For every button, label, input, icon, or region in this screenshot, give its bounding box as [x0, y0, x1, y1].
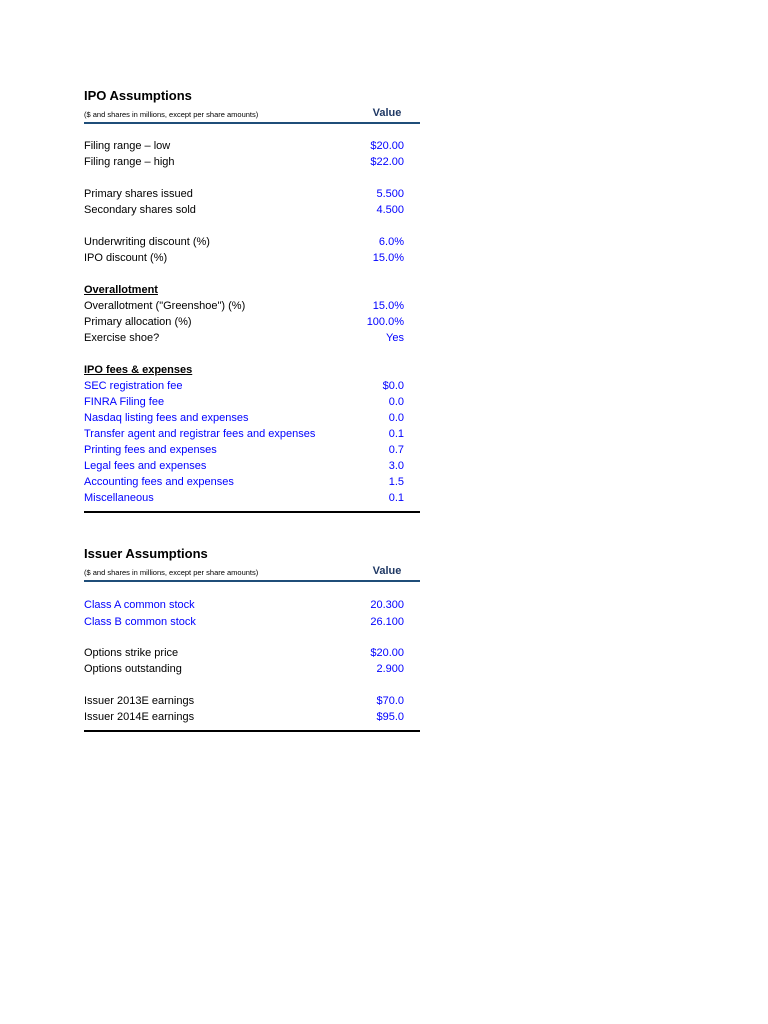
row-label: Issuer 2013E earnings	[84, 695, 195, 707]
overallotment-heading: Overallotment	[84, 284, 158, 296]
issuer-header-rule	[84, 580, 420, 582]
row-label: Class B common stock	[84, 616, 196, 628]
ipo-assumptions-section	[84, 86, 420, 516]
table-row	[84, 410, 420, 426]
row-value: 0.0	[388, 396, 404, 408]
row-label: Primary allocation (%)	[84, 316, 192, 328]
table-row	[84, 709, 420, 725]
table-row	[84, 314, 420, 330]
fees-heading: IPO fees & expenses	[84, 364, 193, 376]
row-label: Options outstanding	[84, 663, 182, 675]
row-value: 0.1	[388, 428, 404, 440]
row-value: 20.300	[370, 599, 404, 611]
table-row	[84, 458, 420, 474]
row-label: Issuer 2014E earnings	[84, 711, 195, 723]
table-row	[84, 645, 420, 661]
row-label: Transfer agent and registrar fees and expenses	[84, 428, 316, 440]
table-row	[84, 378, 420, 394]
row-label: Options strike price	[84, 647, 179, 659]
row-value: 26.100	[370, 616, 404, 628]
issuer-section-bottom-rule	[84, 730, 420, 732]
row-label: Miscellaneous	[84, 492, 154, 504]
row-label: IPO discount (%)	[84, 252, 168, 264]
row-label: Filing range – high	[84, 156, 175, 168]
row-label: FINRA Filing fee	[84, 396, 165, 408]
table-row	[84, 234, 420, 250]
table-row	[84, 474, 420, 490]
row-label: Secondary shares sold	[84, 204, 196, 216]
issuer-assumptions-section	[84, 544, 420, 734]
row-value: 100.0%	[366, 316, 404, 328]
row-value: $0.0	[382, 380, 404, 392]
table-row	[84, 298, 420, 314]
row-value: 6.0%	[378, 236, 404, 248]
row-value: $20.00	[370, 647, 404, 659]
row-label: Underwriting discount (%)	[84, 236, 210, 248]
row-label: Nasdaq listing fees and expenses	[84, 412, 249, 424]
table-row	[84, 330, 420, 346]
row-value: 15.0%	[372, 252, 404, 264]
row-value: $22.00	[370, 156, 404, 168]
table-row	[84, 202, 420, 218]
row-label: SEC registration fee	[84, 380, 183, 392]
row-label: Printing fees and expenses	[84, 444, 217, 456]
row-value: 4.500	[376, 204, 404, 216]
row-value: 0.1	[388, 492, 404, 504]
row-value: $95.0	[376, 711, 404, 723]
row-value: 0.0	[388, 412, 404, 424]
row-value: 3.0	[388, 460, 404, 472]
issuer-assumptions-subtitle: ($ and shares in millions, except per share amounts)	[84, 568, 259, 577]
ipo-section-bottom-rule	[84, 511, 420, 513]
ipo-assumptions-title: IPO Assumptions	[84, 88, 192, 103]
table-row	[84, 426, 420, 442]
table-row	[84, 661, 420, 677]
table-row	[84, 154, 420, 170]
row-value: 2.900	[376, 663, 404, 675]
row-label: Legal fees and expenses	[84, 460, 207, 472]
row-label: Primary shares issued	[84, 188, 193, 200]
row-value: 1.5	[388, 476, 404, 488]
table-row	[84, 490, 420, 506]
issuer-assumptions-title: Issuer Assumptions	[84, 546, 208, 561]
row-value: 15.0%	[372, 300, 404, 312]
table-row	[84, 186, 420, 202]
table-row	[84, 614, 420, 630]
issuer-value-header: Value	[372, 565, 402, 577]
table-row	[84, 442, 420, 458]
ipo-value-header: Value	[372, 107, 402, 119]
row-label: Filing range – low	[84, 140, 171, 152]
ipo-header-rule	[84, 122, 420, 124]
row-value: Yes	[386, 332, 404, 344]
row-value: 0.7	[388, 444, 404, 456]
table-row	[84, 693, 420, 709]
row-label: Overallotment ("Greenshoe") (%)	[84, 300, 246, 312]
ipo-assumptions-subtitle: ($ and shares in millions, except per share amounts)	[84, 110, 259, 119]
table-row	[84, 597, 420, 613]
row-value: $20.00	[370, 140, 404, 152]
row-label: Exercise shoe?	[84, 332, 160, 344]
table-row	[84, 250, 420, 266]
table-row	[84, 394, 420, 410]
table-row	[84, 138, 420, 154]
row-label: Class A common stock	[84, 599, 195, 611]
row-value: $70.0	[376, 695, 404, 707]
row-label: Accounting fees and expenses	[84, 476, 234, 488]
row-value: 5.500	[376, 188, 404, 200]
